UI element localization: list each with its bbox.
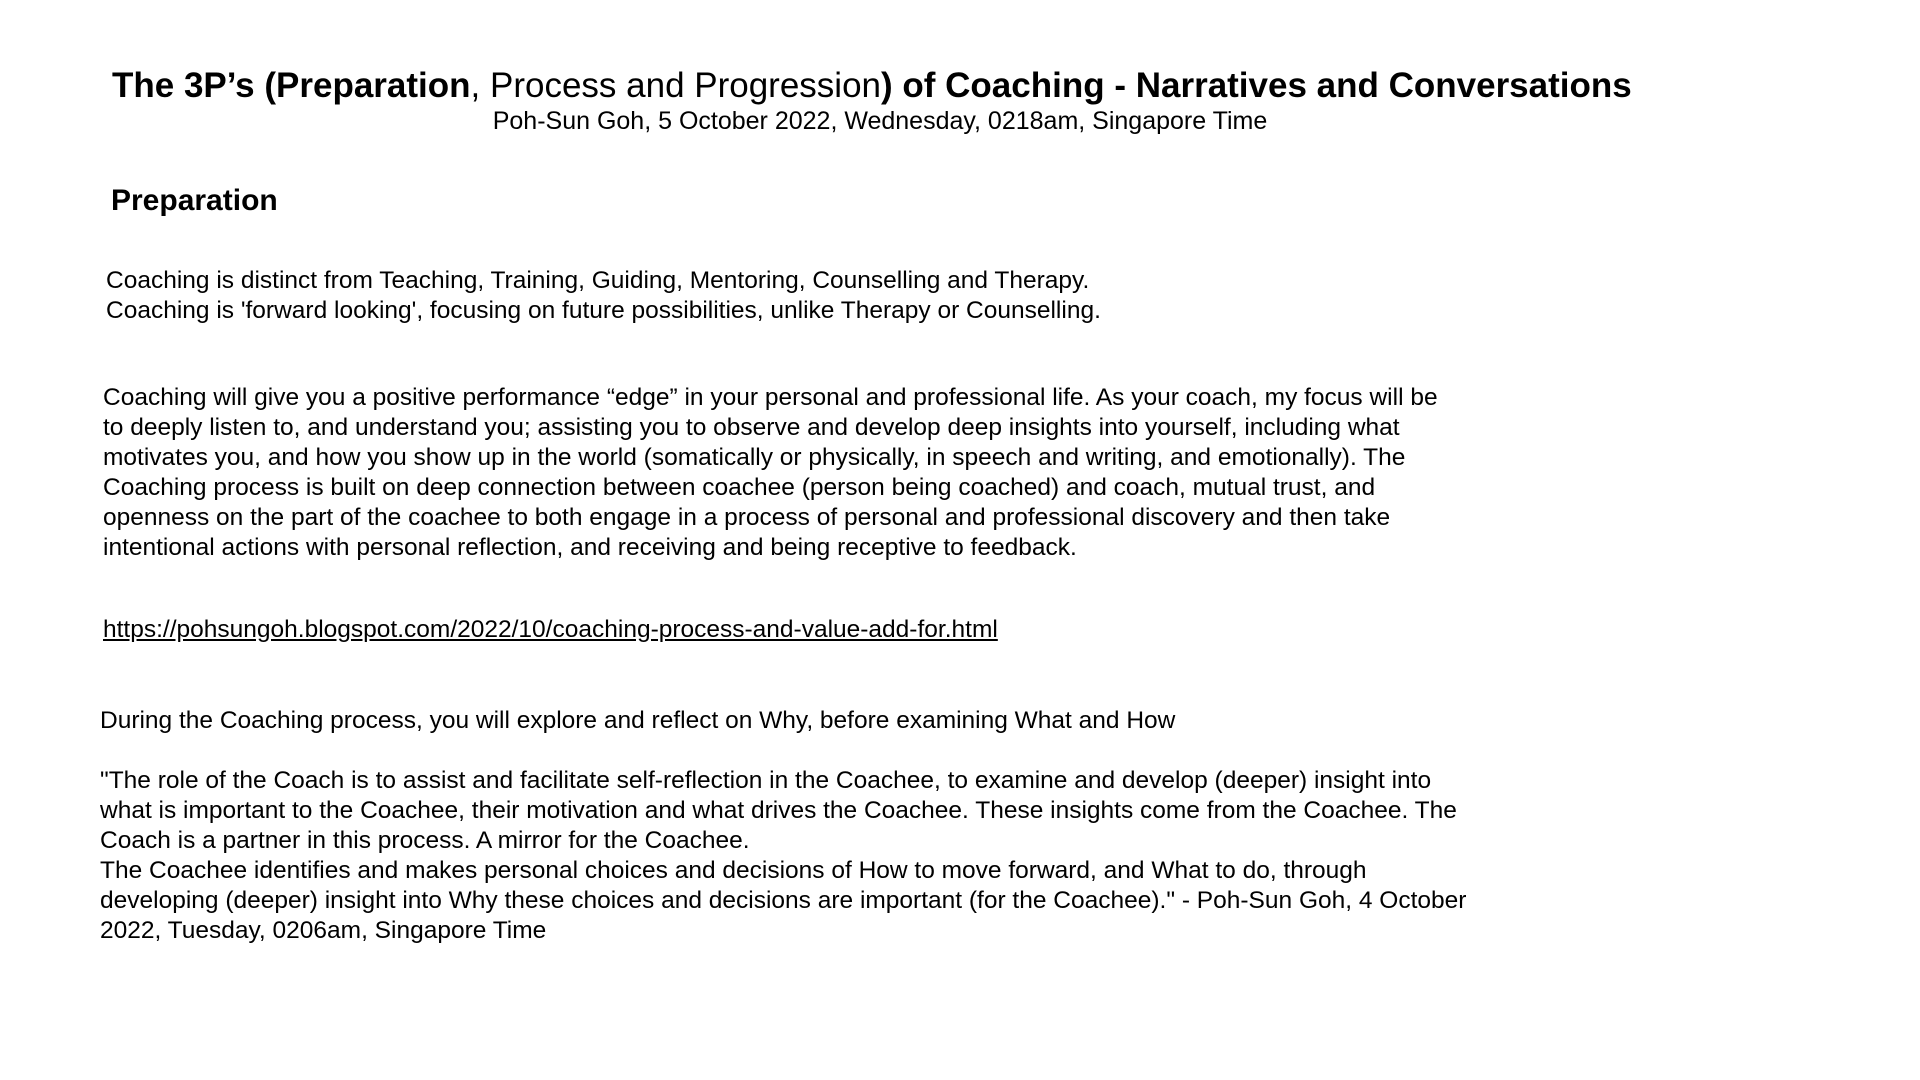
paragraph-coaching-edge	[103, 383, 1438, 563]
quote-line: "The role of the Coach is to assist and facilitate self-reflection in the Coachee, to examine and develop (deeper) insight into	[100, 767, 1432, 794]
paragraph-line: Coaching is 'forward looking', focusing on future possibilities, unlike Therapy or Counselling.	[106, 297, 1101, 324]
quote-role-of-coach	[100, 766, 1466, 946]
paragraph-line: Coaching is distinct from Teaching, Training, Guiding, Mentoring, Counselling and Therapy.	[106, 267, 1090, 294]
quote-line: The Coachee identifies and makes personal choices and decisions of How to move forward, and What to do, through	[100, 857, 1367, 884]
document-title	[112, 64, 1632, 108]
paragraph-coaching-distinct	[106, 266, 1101, 326]
title-part-bold-start: The 3P’s (Preparation	[112, 66, 471, 105]
title-part-normal: , Process and Progression	[470, 66, 882, 105]
byline: Poh-Sun Goh, 5 October 2022, Wednesday, 0218am, Singapore Time	[492, 107, 1268, 135]
quote-line: Coach is a partner in this process. A mirror for the Coachee.	[100, 827, 750, 854]
paragraph-line: Coaching will give you a positive performance “edge” in your personal and professional life. As your coach, my focus will be	[103, 384, 1438, 411]
quote-line: what is important to the Coachee, their motivation and what drives the Coachee. These insights come from the Coachee. The	[100, 797, 1457, 824]
paragraph-line: to deeply listen to, and understand you; assisting you to observe and develop deep insights into yourself, including what	[103, 414, 1400, 441]
section-heading: Preparation	[111, 184, 278, 217]
title-part-bold-end: ) of Coaching - Narratives and Conversations	[881, 66, 1632, 105]
quote-line: developing (deeper) insight into Why these choices and decisions are important (for the Coachee)." - Poh-Sun Goh, 4 October	[100, 887, 1467, 914]
paragraph-line: motivates you, and how you show up in the world (somatically or physically, in speech and writing, and emotionally). The	[103, 444, 1406, 471]
paragraph-why-what-how: During the Coaching process, you will explore and reflect on Why, before examining What and How	[100, 707, 1176, 734]
blog-link[interactable]: https://pohsungoh.blogspot.com/2022/10/coaching-process-and-value-add-for.html	[103, 616, 998, 643]
paragraph-line: Coaching process is built on deep connection between coachee (person being coached) and coach, mutual trust, and	[103, 474, 1376, 501]
paragraph-line: intentional actions with personal reflection, and receiving and being receptive to feedback.	[103, 534, 1077, 561]
quote-line: 2022, Tuesday, 0206am, Singapore Time	[100, 917, 547, 944]
paragraph-line: openness on the part of the coachee to both engage in a process of personal and professional discovery and then take	[103, 504, 1391, 531]
